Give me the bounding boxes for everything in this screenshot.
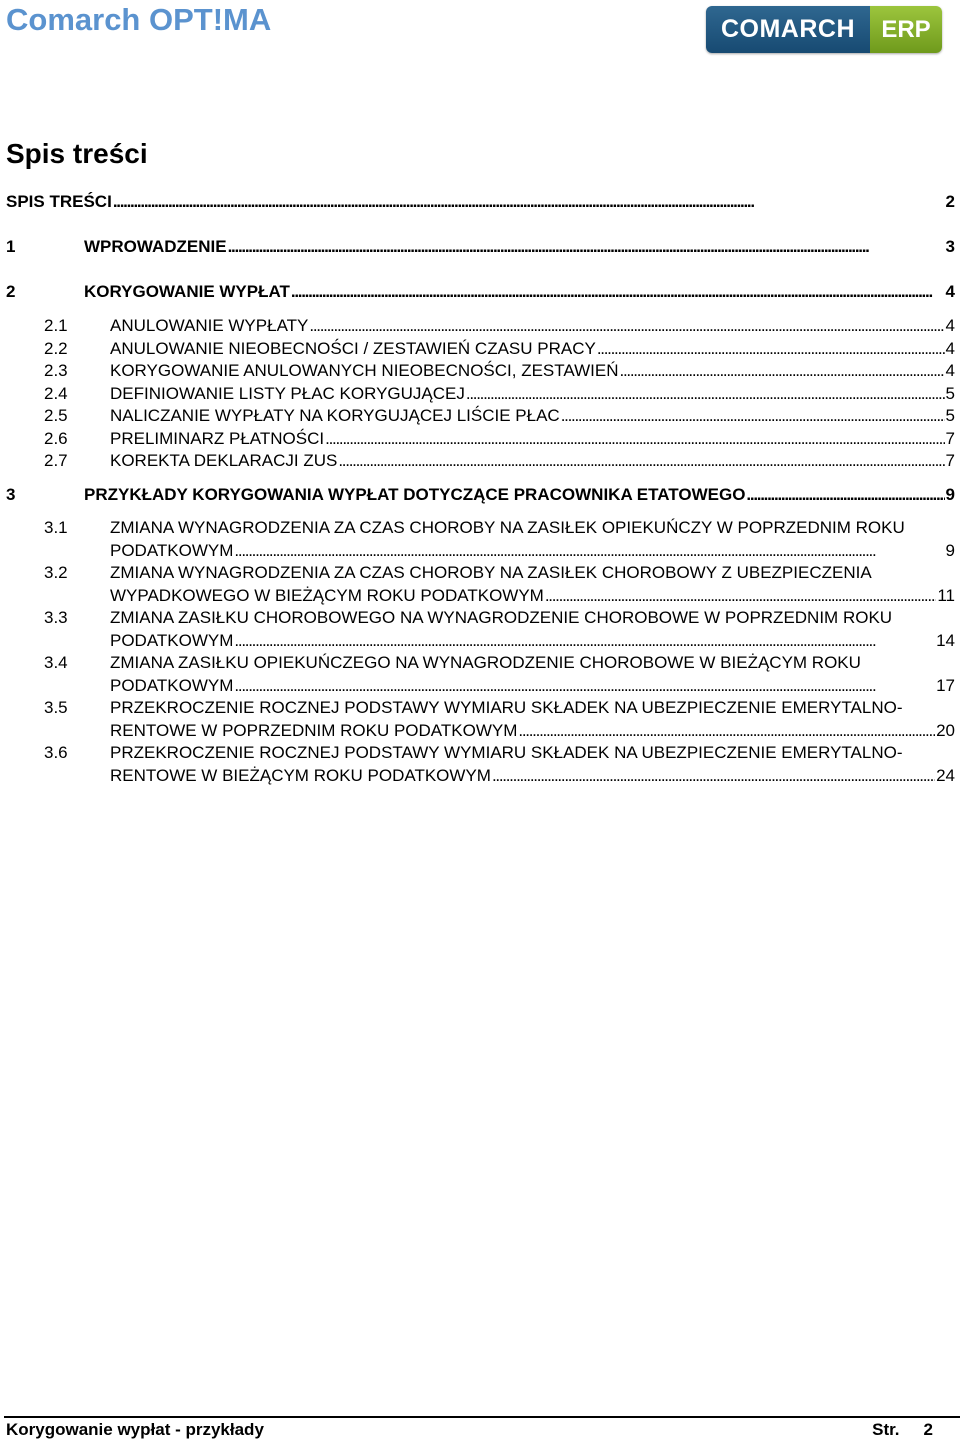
toc-entry-text: KORYGOWANIE ANULOWANYCH NIEOBECNOŚCI, ZESTAWIEŃ	[110, 361, 619, 380]
toc-entry-2-5[interactable]	[44, 406, 955, 426]
toc-entry-3-6-line1: PRZEKROCZENIE ROCZNEJ PODSTAWY WYMIARU SKŁADEK NA UBEZPIECZENIE EMERYTALNO-	[110, 743, 903, 762]
toc-entry-page: 24	[936, 766, 955, 785]
toc-entry-2-6[interactable]	[44, 429, 955, 449]
toc-leader-dots	[518, 721, 935, 741]
toc-entry-spis-tresci[interactable]	[6, 192, 955, 212]
footer-page-number: 2	[923, 1420, 933, 1439]
toc-entry-3-4-line1: ZMIANA ZASIŁKU OPIEKUŃCZEGO NA WYNAGRODZENIE CHOROBOWE W BIEŻĄCYM ROKU	[110, 653, 861, 672]
toc-entry-text: RENTOWE W POPRZEDNIM ROKU PODATKOWYM	[110, 721, 518, 740]
toc-leader-dots	[234, 631, 935, 651]
toc-entry-text: WYPADKOWEGO W BIEŻĄCYM ROKU PODATKOWYM	[110, 586, 544, 605]
footer-document-title: Korygowanie wypłat - przykłady	[6, 1420, 264, 1439]
toc-entry-number: 2.5	[44, 406, 68, 425]
toc-entry-number: 1	[6, 237, 16, 256]
toc-entry-3-5-line1: PRZEKROCZENIE ROCZNEJ PODSTAWY WYMIARU SKŁADEK NA UBEZPIECZENIE EMERYTALNO-	[110, 698, 903, 717]
toc-entry-page: 17	[936, 676, 955, 695]
toc-entry-2-4[interactable]	[44, 384, 955, 404]
toc-entry-text: ANULOWANIE WYPŁATY	[110, 316, 309, 335]
toc-entry-number: 2.7	[44, 451, 68, 470]
toc-entry-page: 14	[936, 631, 955, 650]
toc-leader-dots	[597, 339, 945, 359]
toc-entry-page: 9	[945, 541, 955, 560]
toc-entry-page: 5	[945, 384, 955, 403]
toc-leader-dots	[234, 676, 935, 696]
toc-entry-3-3-line1: ZMIANA ZASIŁKU CHOROBOWEGO NA WYNAGRODZENIE CHOROBOWE W POPRZEDNIM ROKU	[110, 608, 893, 627]
toc-entry-number: 3.1	[44, 518, 68, 537]
toc-entry-page: 7	[945, 429, 955, 448]
toc-entry-page: 20	[936, 721, 955, 740]
toc-entry-text: ANULOWANIE NIEOBECNOŚCI / ZESTAWIEŃ CZASU PRACY	[110, 339, 596, 358]
toc-entry-2-2[interactable]	[44, 339, 955, 359]
toc-entry-1[interactable]	[6, 237, 955, 257]
logo-erp-text: ERP	[870, 6, 942, 53]
toc-entry-2[interactable]	[6, 282, 955, 302]
toc-entry-text: KORYGOWANIE WYPŁAT	[84, 282, 290, 301]
toc-entry-text: PRZYKŁADY KORYGOWANIA WYPŁAT DOTYCZĄCE PRACOWNIKA ETATOWEGO	[84, 485, 746, 504]
toc-entry-number: 3.6	[44, 743, 68, 762]
toc-leader-dots	[338, 451, 944, 471]
toc-entry-2-1[interactable]	[44, 316, 955, 336]
toc-entry-2-7[interactable]	[44, 451, 955, 471]
toc-leader-dots	[234, 541, 944, 561]
toc-entry-page: 4	[945, 361, 955, 380]
toc-entry-page: 7	[945, 451, 955, 470]
toc-entry-page: 2	[945, 192, 955, 211]
toc-entry-3-2-line1: ZMIANA WYNAGRODZENIA ZA CZAS CHOROBY NA ZASIŁEK CHOROBOWY Z UBEZPIECZENIA	[110, 563, 872, 582]
toc-leader-dots	[561, 406, 945, 426]
document-title: Comarch OPT!MA	[6, 2, 272, 37]
toc-entry-number: 3	[6, 485, 16, 504]
toc-entry-page: 5	[945, 406, 955, 425]
toc-entry-text: PODATKOWYM	[110, 631, 234, 650]
footer-page-label: Str.	[872, 1420, 900, 1439]
toc-entry-3-1-line1: ZMIANA WYNAGRODZENIA ZA CZAS CHOROBY NA ZASIŁEK OPIEKUŃCZY W POPRZEDNIM ROKU	[110, 518, 905, 537]
toc-entry-number: 2.4	[44, 384, 68, 403]
toc-leader-dots	[466, 384, 945, 404]
toc-entry-number: 3.4	[44, 653, 68, 672]
toc-leader-dots	[228, 237, 945, 257]
toc-leader-dots	[309, 316, 944, 336]
toc-entry-text: SPIS TREŚCI	[6, 192, 112, 211]
toc-leader-dots	[291, 282, 945, 302]
toc-entry-number: 2.6	[44, 429, 68, 448]
toc-entry-text: PRELIMINARZ PŁATNOŚCI	[110, 429, 325, 448]
toc-entry-number: 3.3	[44, 608, 68, 627]
toc-entry-page: 11	[937, 586, 955, 605]
toc-entry-3[interactable]	[6, 485, 955, 505]
footer-divider	[4, 1416, 960, 1418]
toc-leader-dots	[492, 766, 935, 786]
toc-entry-number: 2.3	[44, 361, 68, 380]
toc-entry-text: PODATKOWYM	[110, 676, 234, 695]
toc-entry-page: 9	[945, 485, 955, 504]
toc-entry-text: PODATKOWYM	[110, 541, 234, 560]
toc-entry-page: 4	[945, 282, 955, 301]
toc-leader-dots	[545, 586, 937, 606]
toc-entry-number: 2.1	[44, 316, 68, 335]
toc-entry-number: 2.2	[44, 339, 68, 358]
toc-entry-text: NALICZANIE WYPŁATY NA KORYGUJĄCEJ LIŚCIE PŁAC	[110, 406, 560, 425]
toc-entry-number: 2	[6, 282, 16, 301]
toc-entry-text: WPROWADZENIE	[84, 237, 227, 256]
toc-leader-dots	[746, 485, 944, 505]
toc-entry-number: 3.5	[44, 698, 68, 717]
toc-entry-page: 4	[945, 339, 955, 358]
toc-entry-text: DEFINIOWANIE LISTY PŁAC KORYGUJĄCEJ	[110, 384, 465, 403]
toc-leader-dots	[113, 192, 945, 212]
toc-entry-number: 3.2	[44, 563, 68, 582]
toc-leader-dots	[325, 429, 944, 449]
toc-entry-2-3[interactable]	[44, 361, 955, 381]
logo-comarch-text: COMARCH	[706, 6, 870, 53]
toc-entry-page: 3	[945, 237, 955, 256]
toc-entry-text: KOREKTA DEKLARACJI ZUS	[110, 451, 338, 470]
toc-heading: Spis treści	[6, 138, 148, 169]
toc-entry-text: RENTOWE W BIEŻĄCYM ROKU PODATKOWYM	[110, 766, 491, 785]
footer-page-info	[872, 1420, 933, 1440]
toc-entry-page: 4	[945, 316, 955, 335]
toc-leader-dots	[620, 361, 945, 381]
